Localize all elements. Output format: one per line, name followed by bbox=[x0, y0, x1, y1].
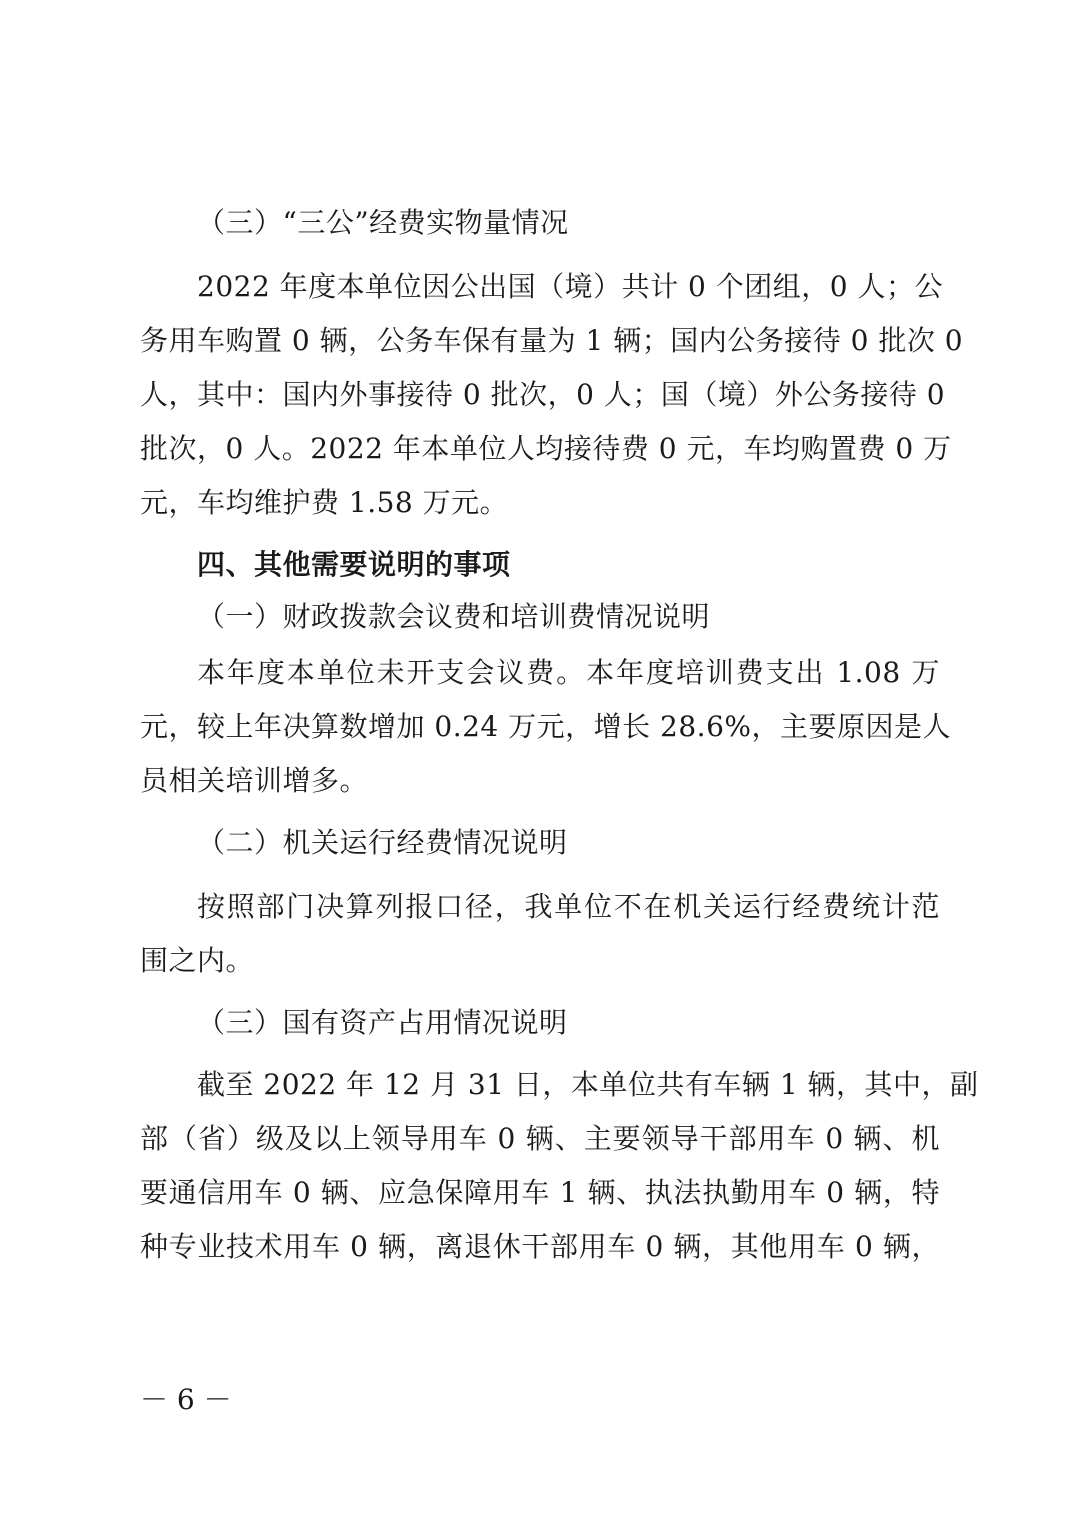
section-3-heading: （三）“三公”经费实物量情况 bbox=[197, 206, 569, 239]
paragraph-line: 务用车购置 0 辆，公务车保有量为 1 辆；国内公务接待 0 批次 0 bbox=[140, 324, 964, 357]
paragraph-line: 元，较上年决算数增加 0.24 万元，增长 28.6%，主要原因是人 bbox=[140, 710, 951, 743]
paragraph-line: 元，车均维护费 1.58 万元。 bbox=[140, 486, 509, 519]
paragraph-line: 本年度本单位未开支会议费。本年度培训费支出 1.08 万 bbox=[197, 656, 940, 689]
paragraph-line: 2022 年度本单位因公出国（境）共计 0 个团组，0 人；公 bbox=[197, 270, 943, 303]
page-number: － 6 － bbox=[140, 1383, 232, 1416]
paragraph-line: 部（省）级及以上领导用车 0 辆、主要领导干部用车 0 辆、机 bbox=[140, 1122, 940, 1155]
subsection-1-heading: （一）财政拨款会议费和培训费情况说明 bbox=[197, 600, 711, 633]
paragraph-line: 批次，0 人。2022 年本单位人均接待费 0 元，车均购置费 0 万 bbox=[140, 432, 952, 465]
paragraph-line: 人，其中：国内外事接待 0 批次，0 人；国（境）外公务接待 0 bbox=[140, 378, 946, 411]
section-4-heading: 四、其他需要说明的事项 bbox=[197, 548, 511, 581]
paragraph-line: 要通信用车 0 辆、应急保障用车 1 辆、执法执勤用车 0 辆，特 bbox=[140, 1176, 940, 1209]
subsection-3-heading: （三）国有资产占用情况说明 bbox=[197, 1006, 568, 1039]
paragraph-line: 截至 2022 年 12 月 31 日，本单位共有车辆 1 辆，其中，副 bbox=[197, 1068, 979, 1101]
paragraph-line: 按照部门决算列报口径，我单位不在机关运行经费统计范 bbox=[197, 890, 940, 923]
paragraph-line: 种专业技术用车 0 辆，离退休干部用车 0 辆，其他用车 0 辆， bbox=[140, 1230, 940, 1263]
paragraph-line: 员相关培训增多。 bbox=[140, 764, 369, 797]
subsection-2-heading: （二）机关运行经费情况说明 bbox=[197, 826, 568, 859]
paragraph-line: 围之内。 bbox=[140, 944, 255, 977]
